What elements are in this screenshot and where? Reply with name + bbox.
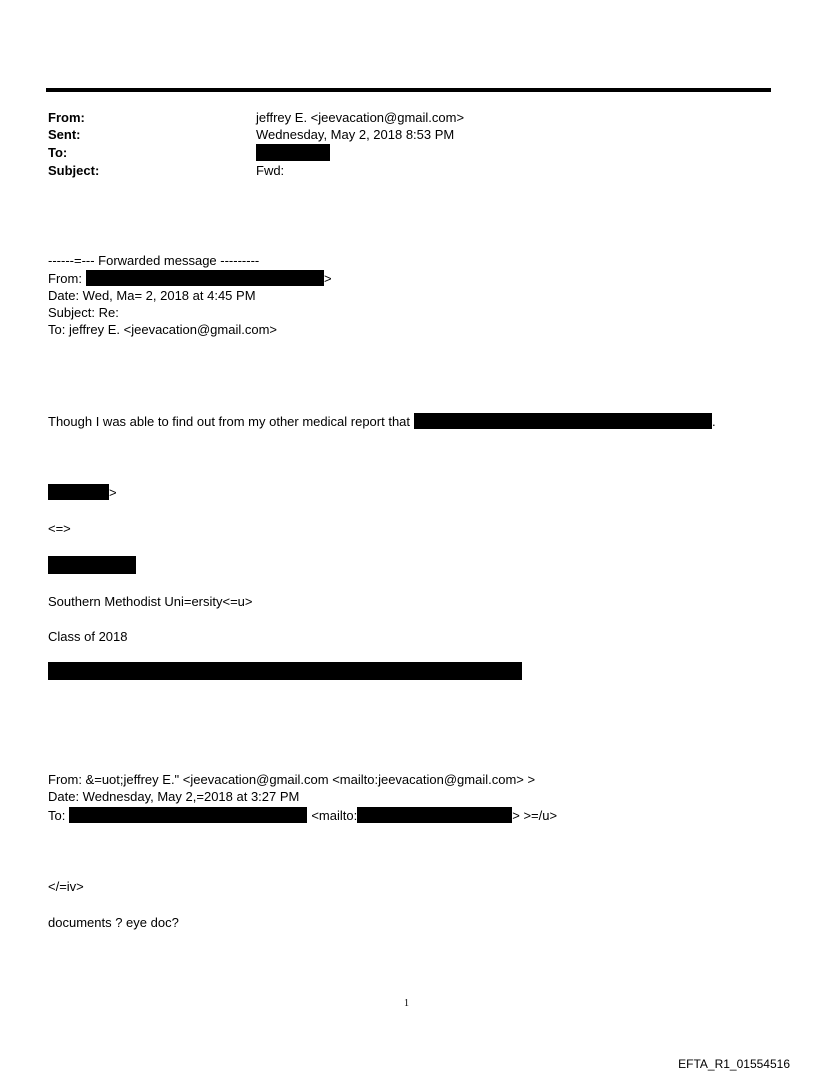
signature-name-suffix: > <box>109 485 117 500</box>
signature-class: Class of 2018 <box>48 629 128 644</box>
subject-label: Subject: <box>48 163 100 178</box>
redaction-forwarded-from <box>86 270 324 286</box>
to-label: To: <box>48 145 68 160</box>
redaction-signature-detail <box>48 662 522 680</box>
redaction-to <box>256 144 330 161</box>
forwarded-from <box>48 270 332 287</box>
subject-value: Fwd: <box>256 163 285 178</box>
quoted-div-close: </=iv> <box>48 879 84 894</box>
redaction-signature-line <box>48 556 136 574</box>
redaction-quoted-mailto <box>357 807 512 823</box>
body-line-1-text: Though I was able to find out from my other medical report that <box>48 414 411 429</box>
body-line-1-period: . <box>712 414 716 429</box>
from-value: jeffrey E. <jeevacation@gmail.com> <box>256 110 465 125</box>
forwarded-from-suffix: > <box>323 271 332 286</box>
forwarded-title: ------=--- Forwarded message --------- <box>48 253 260 268</box>
quoted-to <box>48 807 557 824</box>
forwarded-subject: Subject: Re: <box>48 305 119 320</box>
quoted-mailto-prefix: <mailto: <box>311 808 358 823</box>
forwarded-to: To: jeffrey E. <jeevacation@gmail.com> <box>48 322 278 337</box>
quoted-date: Date: Wednesday, May 2,=2018 at 3:27 PM <box>48 789 300 804</box>
redaction-quoted-to <box>69 807 307 823</box>
header-rule <box>46 88 771 92</box>
quoted-to-prefix: To: <box>48 808 66 823</box>
forwarded-from-prefix: From: <box>48 271 82 286</box>
page-number: 1 <box>404 998 409 1009</box>
body-line-1 <box>48 413 716 430</box>
signature-university: Southern Methodist Uni=ersity<=u> <box>48 594 253 609</box>
quoted-question: documents ? eye doc? <box>48 915 179 930</box>
sent-value: Wednesday, May 2, 2018 8:53 PM <box>256 127 455 142</box>
sent-label: Sent: <box>48 127 81 142</box>
redaction-medical-report <box>414 413 712 429</box>
quoted-mailto-suffix: > >=/u> <box>512 808 558 823</box>
bates-number: EFTA_R1_01554516 <box>678 1057 790 1071</box>
redaction-signature-name <box>48 484 109 500</box>
from-label: From: <box>48 110 85 125</box>
signature-tag: <=> <box>48 521 71 536</box>
signature-name-line <box>48 484 117 501</box>
quoted-from: From: &=uot;jeffrey E." <jeevacation@gmail.com <mailto:jeevacation@gmail.com> > <box>48 772 536 787</box>
forwarded-date: Date: Wed, Ma= 2, 2018 at 4:45 PM <box>48 288 256 303</box>
